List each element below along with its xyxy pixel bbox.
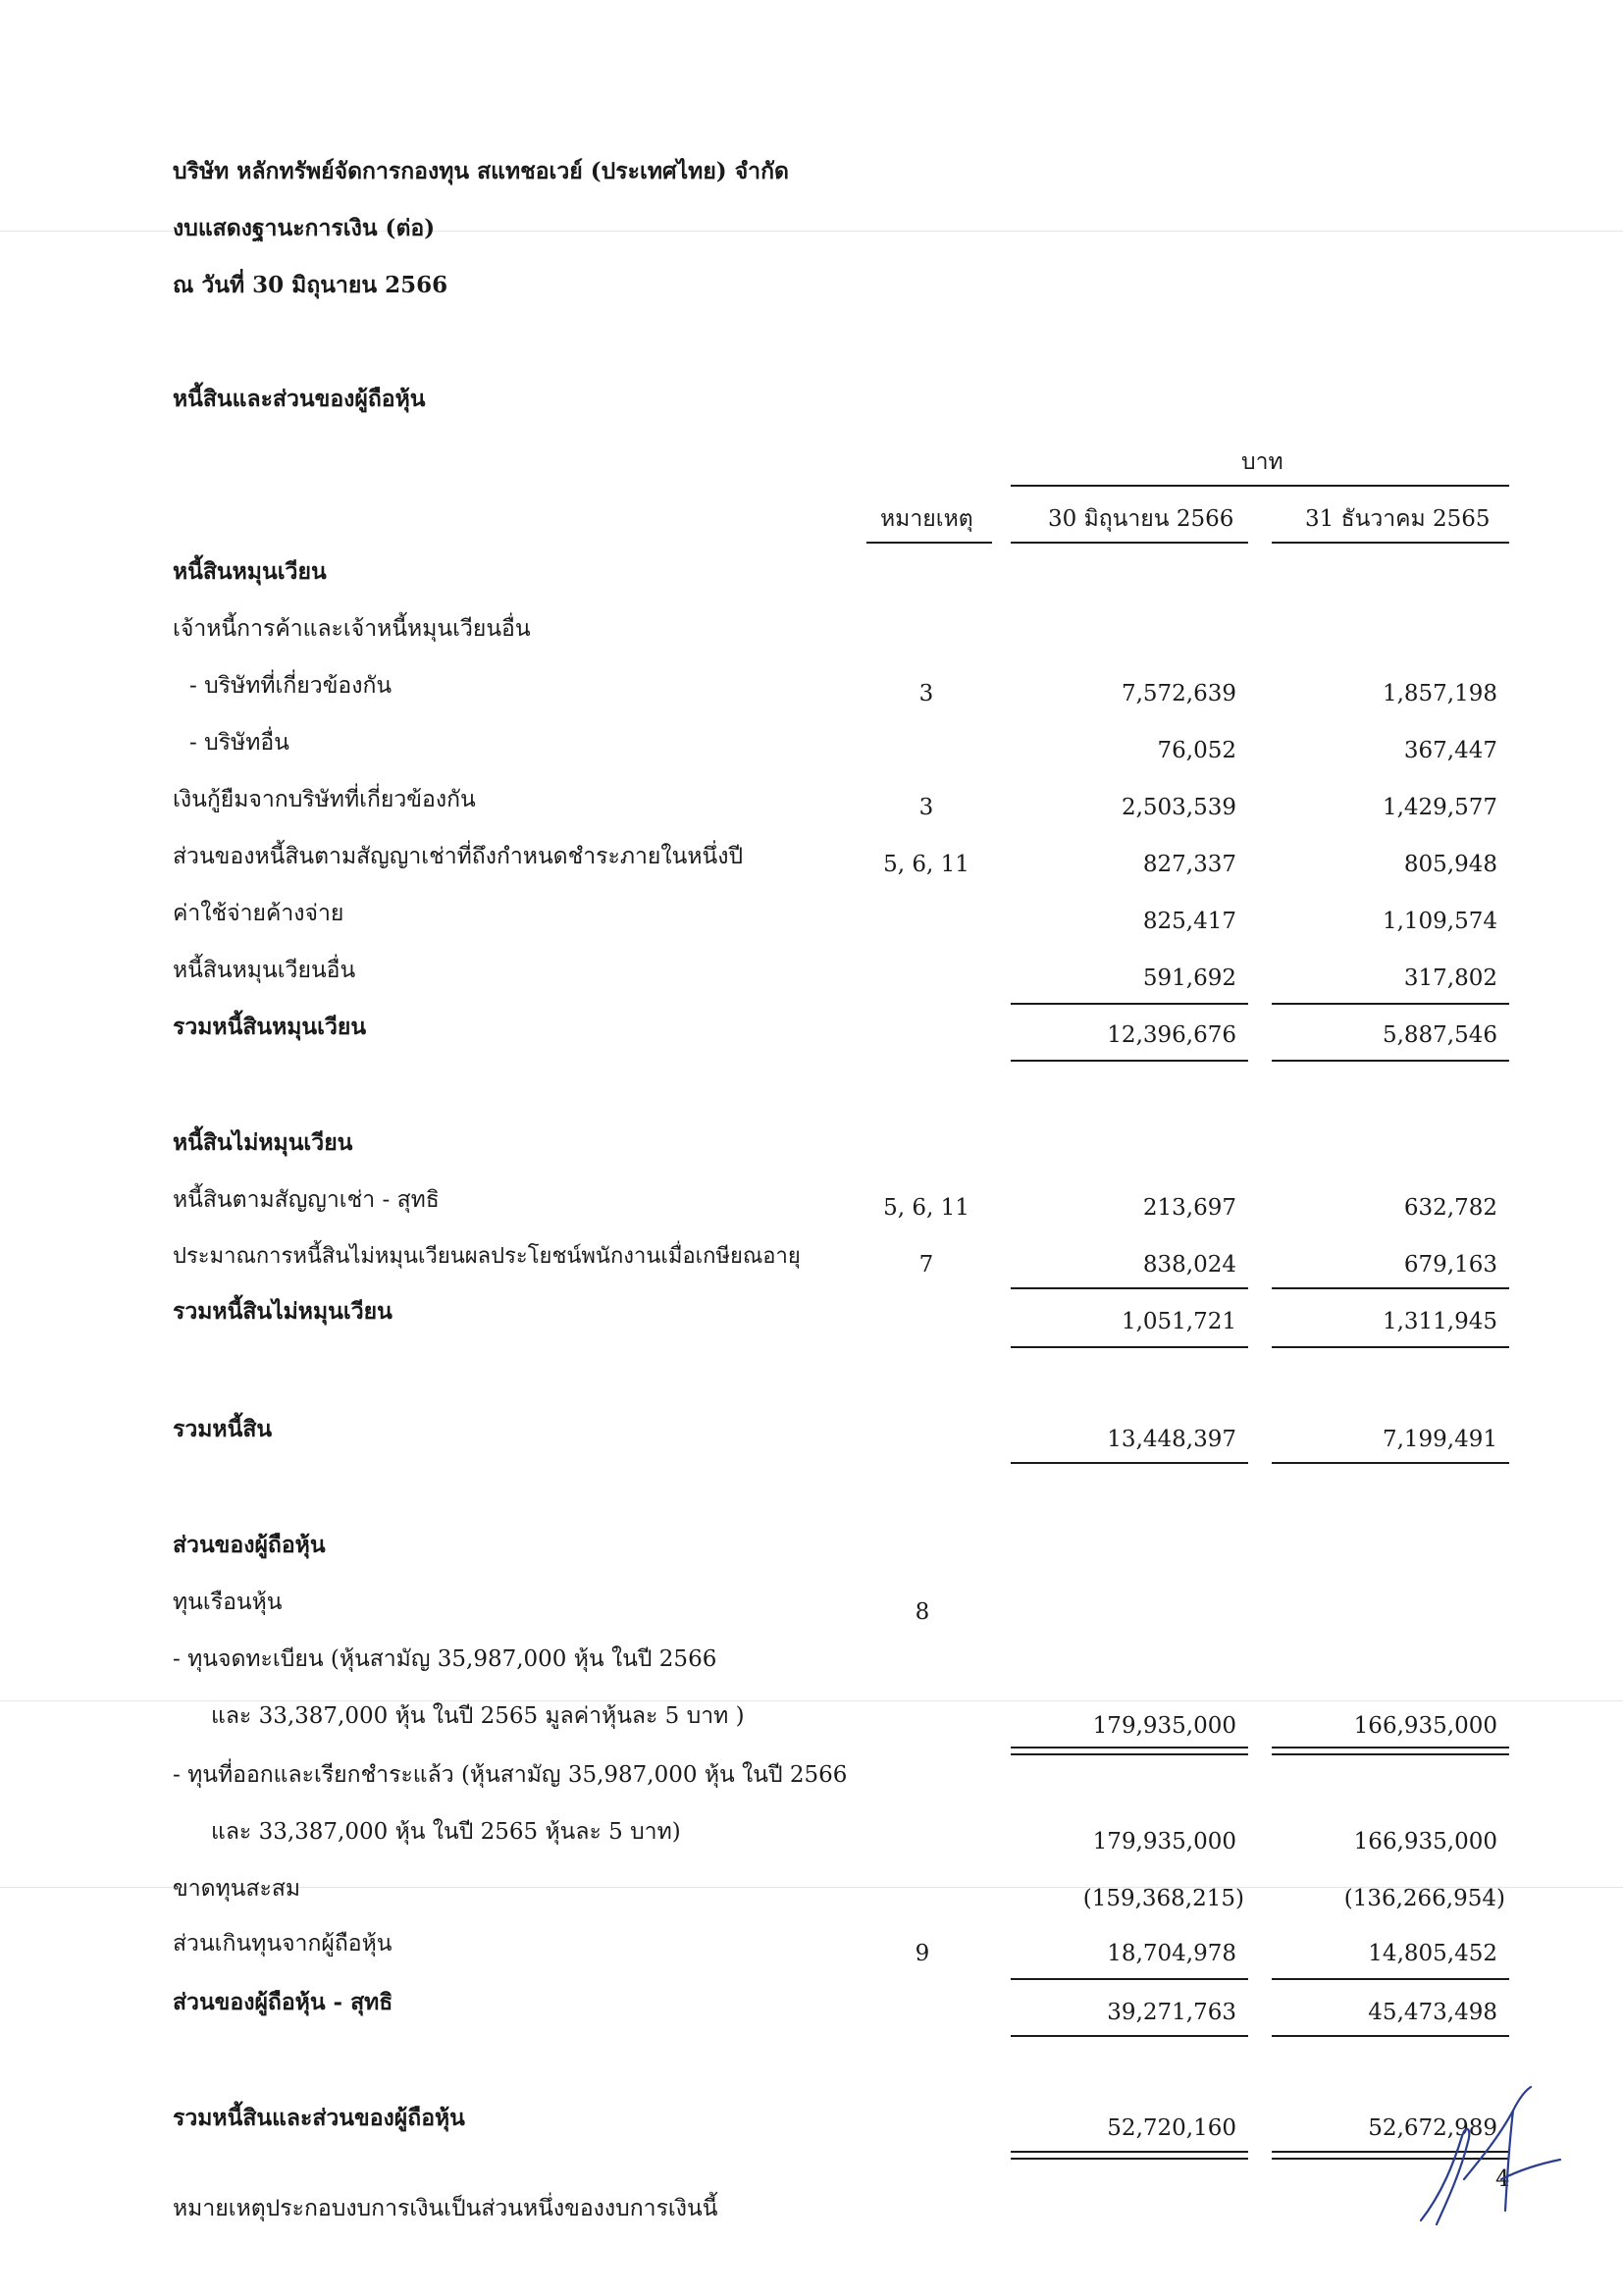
row-label: - บริษัทอื่น xyxy=(189,730,289,756)
subtotal-line xyxy=(1011,1978,1248,1980)
row-value-current: 2,503,539 xyxy=(1121,795,1236,820)
total-line xyxy=(1011,1060,1248,1062)
paid-capital-line1: - ทุนที่ออกและเรียกชำระแล้ว (หุ้นสามัญ 35,987,000 หุ้น ในปี 2566 xyxy=(173,1762,848,1788)
total-noncurrent-liabilities-label: รวมหนี้สินไม่หมุนเวียน xyxy=(173,1298,393,1325)
grand-total-label: รวมหนี้สินและส่วนของผู้ถือหุ้น xyxy=(173,2105,465,2131)
grand-total-prior: 52,672,989 xyxy=(1368,2115,1497,2141)
total-current-liabilities-label: รวมหนี้สินหมุนเวียน xyxy=(173,1014,367,1040)
total-liabilities-label: รวมหนี้สิน xyxy=(173,1416,273,1442)
page-number: 4 xyxy=(1495,2166,1510,2192)
deficit-prior: (136,266,954) xyxy=(1343,1886,1505,1911)
premium-note: 9 xyxy=(915,1941,930,1966)
company-name: บริษัท หลักทรัพย์จัดการกองทุน สแทชอเวย์ (ประเทศไทย) จำกัด xyxy=(173,158,789,184)
prior-header-underline xyxy=(1272,542,1509,544)
paid-capital-current: 179,935,000 xyxy=(1092,1829,1236,1854)
paid-capital-prior: 166,935,000 xyxy=(1353,1829,1497,1854)
row-note: 5, 6, 11 xyxy=(883,1195,969,1221)
premium-label: ส่วนเกินทุนจากผู้ถือหุ้น xyxy=(173,1931,393,1957)
subtotal-line xyxy=(1272,1287,1509,1289)
registered-capital-current: 179,935,000 xyxy=(1092,1713,1236,1739)
prior-period-header: 31 ธันวาคม 2565 xyxy=(1305,506,1491,532)
row-value-current: 827,337 xyxy=(1142,852,1236,877)
current-period-header: 30 มิถุนายน 2566 xyxy=(1048,506,1234,532)
row-label: ค่าใช้จ่ายค้างจ่าย xyxy=(173,901,344,926)
current-header-underline xyxy=(1011,542,1248,544)
row-label: ประมาณการหนี้สินไม่หมุนเวียนผลประโยชน์พนักงานเมื่อเกษียณอายุ xyxy=(173,1244,801,1269)
section-title: หนี้สินและส่วนของผู้ถือหุ้น xyxy=(173,386,426,412)
row-value-current: 7,572,639 xyxy=(1121,681,1236,706)
current-liabilities-heading: หนี้สินหมุนเวียน xyxy=(173,558,327,585)
row-note: 7 xyxy=(918,1252,934,1278)
payables-label: เจ้าหนี้การค้าและเจ้าหนี้หมุนเวียนอื่น xyxy=(173,616,531,642)
total-noncurrent-liabilities-current: 1,051,721 xyxy=(1121,1309,1236,1334)
row-value-current: 76,052 xyxy=(1157,738,1236,763)
note-header-underline xyxy=(866,542,992,544)
note-column-header: หมายเหตุ xyxy=(880,506,973,532)
total-line xyxy=(1272,1060,1509,1062)
total-liabilities-current: 13,448,397 xyxy=(1107,1427,1236,1452)
registered-capital-line2: และ 33,387,000 หุ้น ในปี 2565 มูลค่าหุ้นละ 5 บาท ) xyxy=(211,1703,745,1729)
row-label: หนี้สินหมุนเวียนอื่น xyxy=(173,958,356,983)
equity-heading: ส่วนของผู้ถือหุ้น xyxy=(173,1532,326,1558)
total-current-liabilities-current: 12,396,676 xyxy=(1107,1022,1236,1048)
double-underline xyxy=(1272,1747,1509,1755)
row-value-prior: 1,857,198 xyxy=(1382,681,1497,706)
total-line xyxy=(1272,1346,1509,1348)
row-value-current: 591,692 xyxy=(1142,965,1236,991)
subtotal-line xyxy=(1011,1003,1248,1005)
total-line xyxy=(1011,1462,1248,1464)
row-value-prior: 1,109,574 xyxy=(1382,909,1497,934)
total-line xyxy=(1011,1346,1248,1348)
row-label: หนี้สินตามสัญญาเช่า - สุทธิ xyxy=(173,1187,440,1213)
grand-total-current: 52,720,160 xyxy=(1107,2115,1236,2141)
row-label: - บริษัทที่เกี่ยวข้องกัน xyxy=(189,673,393,699)
row-note: 3 xyxy=(918,681,934,706)
row-value-current: 825,417 xyxy=(1142,909,1236,934)
premium-prior: 14,805,452 xyxy=(1368,1941,1497,1966)
subtotal-line xyxy=(1272,1003,1509,1005)
row-value-prior: 317,802 xyxy=(1403,965,1497,991)
total-line xyxy=(1011,2035,1248,2037)
registered-capital-line1: - ทุนจดทะเบียน (หุ้นสามัญ 35,987,000 หุ้น ในปี 2566 xyxy=(173,1646,717,1672)
total-noncurrent-liabilities-prior: 1,311,945 xyxy=(1382,1309,1497,1334)
registered-capital-prior: 166,935,000 xyxy=(1353,1713,1497,1739)
equity-net-label: ส่วนของผู้ถือหุ้น - สุทธิ xyxy=(173,1989,393,2015)
currency-underline xyxy=(1011,485,1509,487)
row-note: 5, 6, 11 xyxy=(883,852,969,877)
grand-total-double-underline xyxy=(1011,2151,1248,2160)
double-underline xyxy=(1011,1747,1248,1755)
row-value-current: 838,024 xyxy=(1142,1252,1236,1278)
statement-title: งบแสดงฐานะการเงิน (ต่อ) xyxy=(173,215,436,241)
deficit-label: ขาดทุนสะสม xyxy=(173,1876,301,1902)
paid-capital-line2: และ 33,387,000 หุ้น ในปี 2565 หุ้นละ 5 บาท) xyxy=(211,1819,681,1845)
statement-date: ณ วันที่ 30 มิถุนายน 2566 xyxy=(173,272,448,298)
footer-note: หมายเหตุประกอบงบการเงินเป็นส่วนหนึ่งของงบการเงินนี้ xyxy=(173,2196,718,2221)
subtotal-line xyxy=(1272,1978,1509,1980)
noncurrent-liabilities-heading: หนี้สินไม่หมุนเวียน xyxy=(173,1129,353,1156)
total-line xyxy=(1272,1462,1509,1464)
total-current-liabilities-prior: 5,887,546 xyxy=(1382,1022,1497,1048)
row-label: ส่วนของหนี้สินตามสัญญาเช่าที่ถึงกำหนดชำระภายในหนึ่งปี xyxy=(173,844,744,869)
share-capital-note: 8 xyxy=(915,1599,930,1625)
equity-net-current: 39,271,763 xyxy=(1107,2000,1236,2025)
row-value-prior: 1,429,577 xyxy=(1382,795,1497,820)
row-value-prior: 632,782 xyxy=(1403,1195,1497,1221)
row-value-prior: 367,447 xyxy=(1403,738,1497,763)
row-label: เงินกู้ยืมจากบริษัทที่เกี่ยวข้องกัน xyxy=(173,787,476,812)
row-value-current: 213,697 xyxy=(1142,1195,1236,1221)
total-liabilities-prior: 7,199,491 xyxy=(1382,1427,1497,1452)
row-note: 3 xyxy=(918,795,934,820)
premium-current: 18,704,978 xyxy=(1107,1941,1236,1966)
signature-icon xyxy=(1403,2085,1570,2232)
row-value-prior: 679,163 xyxy=(1403,1252,1497,1278)
row-value-prior: 805,948 xyxy=(1403,852,1497,877)
equity-net-prior: 45,473,498 xyxy=(1368,2000,1497,2025)
subtotal-line xyxy=(1011,1287,1248,1289)
total-line xyxy=(1272,2035,1509,2037)
share-capital-label: ทุนเรือนหุ้น xyxy=(173,1590,283,1615)
deficit-current: (159,368,215) xyxy=(1082,1886,1244,1911)
currency-header: บาท xyxy=(1241,449,1283,475)
